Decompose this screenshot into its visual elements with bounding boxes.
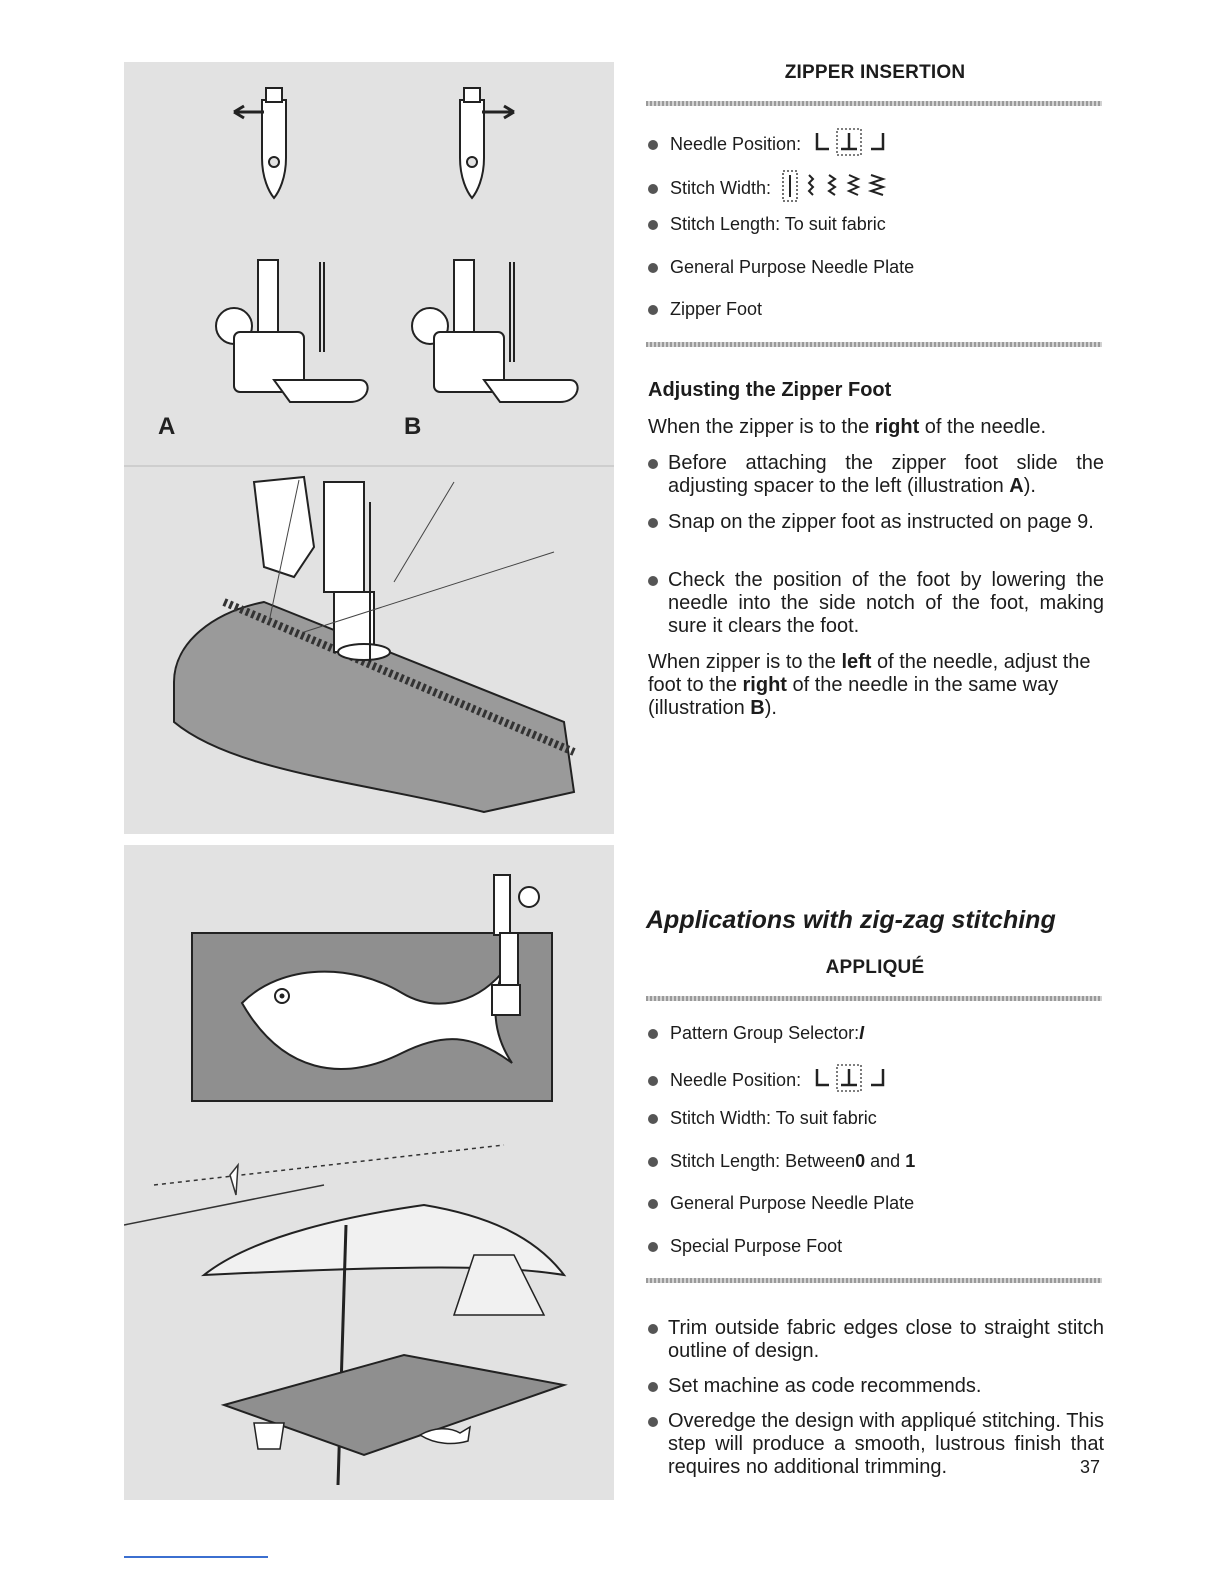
spec-foot [646, 1236, 842, 1257]
spec-label: Stitch Length: To suit fabric [670, 214, 886, 234]
spec-label: Needle Position: [670, 134, 802, 154]
spec-stitch-length [646, 214, 886, 235]
needle-position-icon [811, 1063, 895, 1098]
zipper-section-title: ZIPPER INSERTION [784, 62, 966, 83]
adjusting-step: Before attaching the zipper foot slide the adjusting spacer to the left (illustration A). [648, 452, 1104, 498]
bullet-icon [648, 1382, 658, 1392]
divider [646, 1278, 1102, 1283]
pattern-group-value: I [859, 1023, 865, 1043]
bullet-icon [648, 1157, 658, 1167]
bullet-icon [648, 1324, 658, 1334]
spec-label: General Purpose Needle Plate [670, 1193, 915, 1213]
arrow-left-icon [234, 106, 264, 118]
label-a: A [158, 413, 176, 440]
spec-foot [646, 299, 762, 320]
divider [646, 996, 1102, 1001]
arrow-right-icon [482, 106, 514, 118]
bullet-icon [648, 1076, 658, 1086]
divider [646, 342, 1102, 347]
page-number: 37 [1080, 1457, 1101, 1477]
spec-needle-position [646, 1063, 895, 1098]
applique-step: Set machine as code recommends. [648, 1375, 1104, 1398]
bullet-icon [648, 518, 658, 528]
spec-stitch-width [646, 169, 901, 208]
bullet-icon [648, 576, 658, 586]
bullet-icon [648, 1417, 658, 1427]
adjusting-step: Snap on the zipper foot as instructed on page 9. [648, 511, 1104, 534]
label-b: B [404, 413, 422, 440]
spec-needle-plate [646, 1193, 914, 1214]
zipper-foot-b [412, 260, 578, 402]
needle-position-icon [811, 127, 895, 162]
divider [646, 101, 1102, 106]
bullet-icon [648, 1199, 658, 1209]
applique-title: APPLIQUÉ [825, 957, 925, 978]
adjusting-intro: When the zipper is to the right of the needle. [648, 416, 1047, 438]
bullet-icon [648, 459, 658, 469]
adjusting-step: Check the position of the foot by lowering the needle into the side notch of the foot, making sure it clears the foot. [648, 569, 1104, 638]
applique-step: Trim outside fabric edges close to straight stitch outline of design. [648, 1317, 1104, 1363]
spec-pattern-group [646, 1023, 864, 1044]
spec-label: Stitch Width: To suit fabric [670, 1108, 877, 1128]
spec-needle-position [646, 127, 895, 162]
beach-scene [124, 1145, 564, 1485]
spec-label: Zipper Foot [670, 299, 763, 319]
bullet-icon [648, 305, 658, 315]
bullet-icon [648, 184, 658, 194]
stitch-width-icon [781, 169, 901, 208]
footer-line [124, 1556, 268, 1558]
bullet-icon [648, 1114, 658, 1124]
bucket [254, 1423, 284, 1449]
adjusting-subheading: Adjusting the Zipper Foot [648, 379, 892, 401]
spec-label: Needle Position: [670, 1070, 802, 1090]
applications-heading: Applications with zig-zag stitching [646, 906, 1056, 934]
bullet-icon [648, 263, 658, 273]
spec-stitch-width [646, 1108, 877, 1129]
zipper-sewing-scene [124, 466, 614, 812]
foot-shank-a [262, 88, 286, 198]
fabric-panel [192, 933, 552, 1101]
bullet-icon [648, 140, 658, 150]
zipper-foot-a [216, 260, 368, 402]
bullet-icon [648, 1242, 658, 1252]
zipper-foot-illustration [124, 62, 614, 834]
applique-step: Overedge the design with appliqué stitching. This step will produce a smooth, lustrous finish that requires no additional trimming. [648, 1410, 1104, 1479]
spec-label: Pattern Group Selector: [670, 1023, 860, 1043]
applique-illustration [124, 845, 614, 1500]
spec-label: General Purpose Needle Plate [670, 257, 915, 277]
spec-stitch-length: Stitch Length: Between 0 and 1 [646, 1151, 915, 1172]
bullet-icon [648, 1029, 658, 1039]
spec-label: Special Purpose Foot [670, 1236, 843, 1256]
adjusting-closing: When zipper is to the left of the needle, adjust the foot to the right of the needle in the same way (illustration B). [648, 651, 1091, 719]
spec-needle-plate [646, 257, 914, 278]
bullet-icon [648, 220, 658, 230]
foot-shank-b [460, 88, 484, 198]
spec-label: Stitch Width: [670, 178, 772, 198]
